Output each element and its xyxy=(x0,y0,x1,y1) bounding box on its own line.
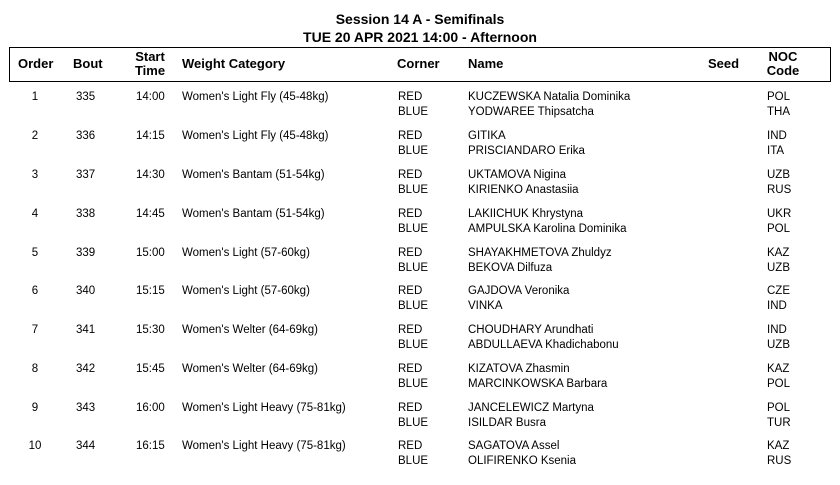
order-cell: 4 xyxy=(31,208,39,220)
order-cell: 1 xyxy=(31,91,39,103)
weight-category-cell: Women's Bantam (51-54kg) xyxy=(182,169,325,181)
table-row xyxy=(0,439,840,479)
red-corner-cell: RED xyxy=(398,440,423,452)
blue-noc-cell: TUR xyxy=(767,417,791,429)
weight-category-cell: Women's Bantam (51-54kg) xyxy=(182,208,325,220)
blue-corner-cell: BLUE xyxy=(398,106,429,118)
start-time-cell: 16:00 xyxy=(136,402,165,414)
blue-noc-cell: UZB xyxy=(767,262,790,274)
weight-category-cell: Women's Light Heavy (75-81kg) xyxy=(182,402,346,414)
header-start-time-line2: Time xyxy=(134,63,166,78)
red-noc-cell: UKR xyxy=(767,208,792,220)
header-name: Name xyxy=(468,56,504,71)
red-name-cell: CHOUDHARY Arundhati xyxy=(468,324,594,336)
red-corner-cell: RED xyxy=(398,402,423,414)
blue-corner-cell: BLUE xyxy=(398,223,429,235)
header-noc-line2: Code xyxy=(766,63,800,78)
blue-name-cell: ABDULLAEVA Khadichabonu xyxy=(468,339,619,351)
blue-corner-cell: BLUE xyxy=(398,300,429,312)
header-start-time-line1: Start xyxy=(135,49,165,64)
blue-noc-cell: RUS xyxy=(767,455,792,467)
blue-name-cell: YODWAREE Thipsatcha xyxy=(468,106,594,118)
red-name-cell: KIZATOVA Zhasmin xyxy=(468,363,570,375)
blue-corner-cell: BLUE xyxy=(398,262,429,274)
header-corner: Corner xyxy=(397,56,440,71)
blue-corner-cell: BLUE xyxy=(398,455,429,467)
table-row xyxy=(0,284,840,324)
blue-noc-cell: POL xyxy=(767,223,791,235)
table-row xyxy=(0,323,840,363)
blue-name-cell: OLIFIRENKO Ksenia xyxy=(468,455,577,467)
bout-cell: 336 xyxy=(76,130,96,142)
bout-cell: 340 xyxy=(76,285,96,297)
red-corner-cell: RED xyxy=(398,324,423,336)
bout-cell: 342 xyxy=(76,363,96,375)
weight-category-cell: Women's Welter (64-69kg) xyxy=(182,324,318,336)
red-noc-cell: KAZ xyxy=(767,247,790,259)
red-noc-cell: IND xyxy=(767,324,787,336)
blue-corner-cell: BLUE xyxy=(398,378,429,390)
header-weight-category: Weight Category xyxy=(182,56,286,71)
red-noc-cell: IND xyxy=(767,130,787,142)
bout-cell: 337 xyxy=(76,169,96,181)
header-seed: Seed xyxy=(708,56,740,71)
blue-name-cell: MARCINKOWSKA Barbara xyxy=(468,378,608,390)
table-row xyxy=(0,207,840,247)
blue-name-cell: ISILDAR Busra xyxy=(468,417,546,429)
red-name-cell: SHAYAKHMETOVA Zhuldyz xyxy=(468,247,612,259)
bout-cell: 335 xyxy=(76,91,96,103)
table-row xyxy=(0,401,840,441)
blue-corner-cell: BLUE xyxy=(398,339,429,351)
start-time-cell: 15:30 xyxy=(136,324,165,336)
header-start-time xyxy=(128,50,172,78)
red-name-cell: SAGATOVA Assel xyxy=(468,440,560,452)
order-cell: 2 xyxy=(31,130,39,142)
start-time-cell: 15:00 xyxy=(136,247,165,259)
blue-corner-cell: BLUE xyxy=(398,184,429,196)
bout-cell: 341 xyxy=(76,324,96,336)
bout-cell: 344 xyxy=(76,440,96,452)
blue-corner-cell: BLUE xyxy=(398,417,429,429)
red-corner-cell: RED xyxy=(398,169,423,181)
bout-cell: 338 xyxy=(76,208,96,220)
red-name-cell: LAKIICHUK Khrystyna xyxy=(468,208,584,220)
order-cell: 5 xyxy=(31,247,39,259)
weight-category-cell: Women's Welter (64-69kg) xyxy=(182,363,318,375)
blue-noc-cell: UZB xyxy=(767,339,790,351)
start-time-cell: 15:45 xyxy=(136,363,165,375)
bout-cell: 339 xyxy=(76,247,96,259)
bout-cell: 343 xyxy=(76,402,96,414)
red-noc-cell: UZB xyxy=(767,169,790,181)
red-corner-cell: RED xyxy=(398,130,423,142)
order-cell: 3 xyxy=(31,169,39,181)
start-time-cell: 14:00 xyxy=(136,91,165,103)
document-subtitle: TUE 20 APR 2021 14:00 - Afternoon xyxy=(303,29,537,45)
blue-name-cell: BEKOVA Dilfuza xyxy=(468,262,553,274)
weight-category-cell: Women's Light Fly (45-48kg) xyxy=(182,91,329,103)
red-noc-cell: KAZ xyxy=(767,440,790,452)
blue-noc-cell: RUS xyxy=(767,184,792,196)
red-corner-cell: RED xyxy=(398,91,423,103)
blue-name-cell: PRISCIANDARO Erika xyxy=(468,145,585,157)
blue-name-cell: AMPULSKA Karolina Dominika xyxy=(468,223,627,235)
blue-noc-cell: ITA xyxy=(767,145,785,157)
red-name-cell: GITIKA xyxy=(468,130,506,142)
table-header xyxy=(9,47,831,82)
header-noc-line1: NOC xyxy=(768,49,798,64)
table-row xyxy=(0,168,840,208)
table-row xyxy=(0,362,840,402)
header-noc-code xyxy=(760,50,806,78)
start-time-cell: 14:15 xyxy=(136,130,165,142)
red-noc-cell: CZE xyxy=(767,285,790,297)
weight-category-cell: Women's Light (57-60kg) xyxy=(182,247,310,259)
table-row xyxy=(0,129,840,169)
start-time-cell: 14:45 xyxy=(136,208,165,220)
blue-corner-cell: BLUE xyxy=(398,145,429,157)
weight-category-cell: Women's Light Heavy (75-81kg) xyxy=(182,440,346,452)
table-row xyxy=(0,90,840,130)
blue-noc-cell: IND xyxy=(767,300,787,312)
weight-category-cell: Women's Light Fly (45-48kg) xyxy=(182,130,329,142)
red-name-cell: JANCELEWICZ Martyna xyxy=(468,402,594,414)
start-time-cell: 15:15 xyxy=(136,285,165,297)
red-noc-cell: POL xyxy=(767,402,791,414)
weight-category-cell: Women's Light (57-60kg) xyxy=(182,285,310,297)
document-title: Session 14 A - Semifinals xyxy=(335,11,505,27)
order-cell: 8 xyxy=(31,363,39,375)
red-noc-cell: POL xyxy=(767,91,791,103)
table-row xyxy=(0,246,840,286)
blue-noc-cell: POL xyxy=(767,378,791,390)
red-noc-cell: KAZ xyxy=(767,363,790,375)
red-name-cell: UKTAMOVA Nigina xyxy=(468,169,566,181)
red-name-cell: GAJDOVA Veronika xyxy=(468,285,570,297)
start-time-cell: 16:15 xyxy=(136,440,165,452)
red-corner-cell: RED xyxy=(398,208,423,220)
order-cell: 6 xyxy=(31,285,39,297)
order-cell: 9 xyxy=(31,402,39,414)
blue-noc-cell: THA xyxy=(767,106,790,118)
red-name-cell: KUCZEWSKA Natalia Dominika xyxy=(468,91,631,103)
blue-name-cell: KIRIENKO Anastasiia xyxy=(468,184,579,196)
blue-name-cell: VINKA xyxy=(468,300,503,312)
start-time-cell: 14:30 xyxy=(136,169,165,181)
header-order: Order xyxy=(18,56,54,71)
red-corner-cell: RED xyxy=(398,285,423,297)
red-corner-cell: RED xyxy=(398,363,423,375)
red-corner-cell: RED xyxy=(398,247,423,259)
header-bout: Bout xyxy=(73,56,103,71)
order-cell: 10 xyxy=(28,440,42,452)
order-cell: 7 xyxy=(31,324,39,336)
